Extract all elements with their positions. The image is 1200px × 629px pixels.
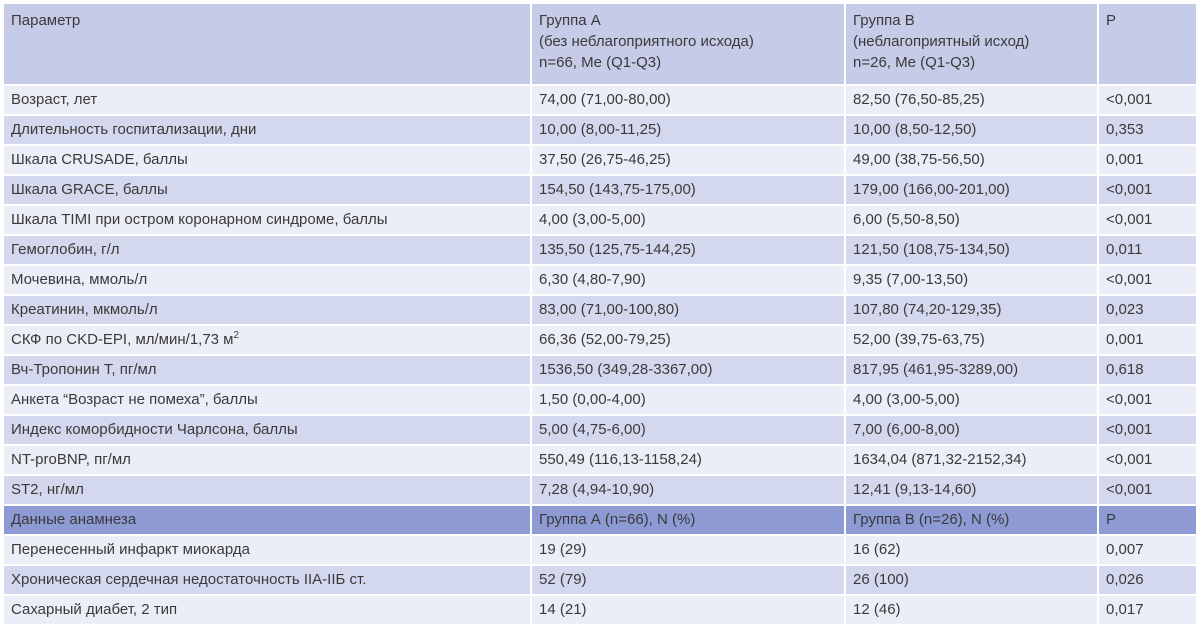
group-a-cell-text: 550,49 (116,13-1158,24) xyxy=(539,451,702,468)
table-row xyxy=(4,86,1196,116)
p-value-cell-text: <0,001 xyxy=(1106,421,1153,438)
table-row xyxy=(4,236,1196,266)
table-row xyxy=(4,476,1196,506)
p-value-cell xyxy=(1099,326,1196,356)
table-row xyxy=(4,266,1196,296)
group-b-cell-text: 179,00 (166,00-201,00) xyxy=(853,181,1010,198)
header-group-a xyxy=(532,4,846,86)
p-value-cell xyxy=(1099,566,1196,596)
param-cell-text: NT-proBNP, пг/мл xyxy=(11,451,131,468)
group-a-cell xyxy=(532,266,846,296)
group-a-cell-text: 52 (79) xyxy=(539,571,587,588)
param-cell-text: СКФ по CKD-EPI, мл/мин/1,73 м xyxy=(11,331,234,348)
group-a-cell-text: 37,50 (26,75-46,25) xyxy=(539,151,671,168)
group-a-cell-text: 74,00 (71,00-80,00) xyxy=(539,91,671,108)
group-a-cell-text: 5,00 (4,75-6,00) xyxy=(539,421,646,438)
group-b-cell-text: 817,95 (461,95-3289,00) xyxy=(853,361,1019,378)
group-b-cell-text: 7,00 (6,00-8,00) xyxy=(853,421,960,438)
table-row xyxy=(4,356,1196,386)
p-value-cell-text: 0,001 xyxy=(1106,331,1144,348)
group-a-cell xyxy=(532,356,846,386)
section-p-value: P xyxy=(1099,506,1196,536)
group-a-cell-text: 154,50 (143,75-175,00) xyxy=(539,181,696,198)
param-cell xyxy=(4,296,532,326)
group-a-cell xyxy=(532,446,846,476)
param-cell xyxy=(4,476,532,506)
p-value-cell-text: 0,011 xyxy=(1106,241,1143,258)
param-cell xyxy=(4,596,532,626)
p-value-cell-text: 0,618 xyxy=(1106,361,1144,378)
section-title: Данные анамнеза xyxy=(4,506,532,536)
group-a-cell xyxy=(532,176,846,206)
param-cell xyxy=(4,386,532,416)
group-a-cell xyxy=(532,536,846,566)
group-b-cell xyxy=(846,296,1099,326)
header-group-b-line1: Группа В xyxy=(853,12,915,29)
group-a-cell-text: 4,00 (3,00-5,00) xyxy=(539,211,646,228)
group-b-cell xyxy=(846,566,1099,596)
p-value-cell xyxy=(1099,596,1196,626)
p-value-cell xyxy=(1099,296,1196,326)
group-b-cell-text: 26 (100) xyxy=(853,571,909,588)
group-a-cell xyxy=(532,236,846,266)
group-a-cell-text: 10,00 (8,00-11,25) xyxy=(539,121,662,138)
group-b-cell xyxy=(846,116,1099,146)
group-b-cell-text: 12 (46) xyxy=(853,601,901,618)
group-b-cell xyxy=(846,326,1099,356)
param-cell-text: Шкала TIMI при остром коронарном синдроме, баллы xyxy=(11,211,388,228)
group-a-cell-text: 66,36 (52,00-79,25) xyxy=(539,331,671,348)
header-group-a-line3: n=66, Me (Q1-Q3) xyxy=(539,54,662,71)
superscript: 2 xyxy=(233,330,240,341)
section-group-b: Группа В (n=26), N (%) xyxy=(846,506,1099,536)
group-b-cell xyxy=(846,356,1099,386)
group-b-cell-text: 16 (62) xyxy=(853,541,901,558)
param-cell xyxy=(4,206,532,236)
param-cell-text: Гемоглобин, г/л xyxy=(11,241,120,258)
param-cell xyxy=(4,566,532,596)
p-value-cell-text: 0,001 xyxy=(1106,151,1144,168)
param-cell xyxy=(4,446,532,476)
param-cell-text: Длительность госпитализации, дни xyxy=(11,121,257,138)
group-b-cell-text: 6,00 (5,50-8,50) xyxy=(853,211,960,228)
group-a-cell xyxy=(532,326,846,356)
group-b-cell xyxy=(846,266,1099,296)
p-value-cell xyxy=(1099,386,1196,416)
group-a-cell-text: 19 (29) xyxy=(539,541,587,558)
group-b-cell xyxy=(846,236,1099,266)
comparison-table xyxy=(4,4,1196,626)
param-cell xyxy=(4,326,532,356)
p-value-cell xyxy=(1099,176,1196,206)
table-row xyxy=(4,416,1196,446)
group-b-cell xyxy=(846,596,1099,626)
p-value-cell-text: 0,353 xyxy=(1106,121,1144,138)
group-a-cell xyxy=(532,386,846,416)
table-row xyxy=(4,446,1196,476)
group-b-cell-text: 4,00 (3,00-5,00) xyxy=(853,391,960,408)
group-b-cell-text: 121,50 (108,75-134,50) xyxy=(853,241,1010,258)
group-a-cell xyxy=(532,116,846,146)
header-group-b-line2: (неблагоприятный исход) xyxy=(853,33,1030,50)
p-value-cell-text: 0,017 xyxy=(1106,601,1144,618)
group-b-cell xyxy=(846,206,1099,236)
param-cell-text: Возраст, лет xyxy=(11,91,98,108)
header-group-a-line2: (без неблагоприятного исхода) xyxy=(539,33,754,50)
group-b-cell xyxy=(846,476,1099,506)
p-value-cell-text: <0,001 xyxy=(1106,211,1153,228)
p-value-cell-text: <0,001 xyxy=(1106,91,1153,108)
param-cell xyxy=(4,356,532,386)
p-value-cell-text: <0,001 xyxy=(1106,391,1153,408)
group-b-cell xyxy=(846,536,1099,566)
group-b-cell-text: 82,50 (76,50-85,25) xyxy=(853,91,985,108)
param-cell xyxy=(4,86,532,116)
group-b-cell-text: 49,00 (38,75-56,50) xyxy=(853,151,985,168)
group-a-cell-text: 7,28 (4,94-10,90) xyxy=(539,481,655,498)
group-b-cell xyxy=(846,86,1099,116)
group-b-cell-text: 12,41 (9,13-14,60) xyxy=(853,481,977,498)
group-a-cell xyxy=(532,206,846,236)
p-value-cell xyxy=(1099,146,1196,176)
param-cell-text: ST2, нг/мл xyxy=(11,481,84,498)
p-value-cell-text: <0,001 xyxy=(1106,271,1153,288)
group-b-cell-text: 52,00 (39,75-63,75) xyxy=(853,331,985,348)
param-cell-text: Анкета “Возраст не помеха”, баллы xyxy=(11,391,258,408)
param-cell xyxy=(4,266,532,296)
param-cell-text: Креатинин, мкмоль/л xyxy=(11,301,158,318)
param-cell-text: Индекс коморбидности Чарлсона, баллы xyxy=(11,421,298,438)
p-value-cell xyxy=(1099,476,1196,506)
p-value-cell-text: 0,026 xyxy=(1106,571,1144,588)
header-group-b xyxy=(846,4,1099,86)
group-a-cell-text: 6,30 (4,80-7,90) xyxy=(539,271,646,288)
p-value-cell xyxy=(1099,236,1196,266)
param-cell-text: Шкала CRUSADE, баллы xyxy=(11,151,188,168)
data-table-container xyxy=(4,4,1196,626)
param-cell-text: Шкала GRACE, баллы xyxy=(11,181,168,198)
group-a-cell xyxy=(532,596,846,626)
p-value-cell-text: 0,007 xyxy=(1106,541,1144,558)
group-a-cell xyxy=(532,566,846,596)
group-a-cell xyxy=(532,146,846,176)
table-row xyxy=(4,596,1196,626)
group-b-cell-text: 107,80 (74,20-129,35) xyxy=(853,301,1002,318)
param-cell-text: Сахарный диабет, 2 тип xyxy=(11,601,178,618)
section-group-a: Группа А (n=66), N (%) xyxy=(532,506,846,536)
group-a-cell-text: 83,00 (71,00-100,80) xyxy=(539,301,680,318)
param-cell xyxy=(4,236,532,266)
table-row xyxy=(4,386,1196,416)
header-group-a-line1: Группа А xyxy=(539,12,601,29)
param-cell-text: Перенесенный инфаркт миокарда xyxy=(11,541,250,558)
param-cell-text: Вч-Тропонин Т, пг/мл xyxy=(11,361,157,378)
table-row xyxy=(4,206,1196,236)
header-group-b-line3: n=26, Me (Q1-Q3) xyxy=(853,54,976,71)
group-b-cell-text: 1634,04 (871,32-2152,34) xyxy=(853,451,1027,468)
param-cell xyxy=(4,536,532,566)
p-value-cell-text: 0,023 xyxy=(1106,301,1144,318)
table-row xyxy=(4,146,1196,176)
table-row xyxy=(4,566,1196,596)
p-value-cell-text: <0,001 xyxy=(1106,451,1153,468)
table-row xyxy=(4,326,1196,356)
param-cell xyxy=(4,116,532,146)
p-value-cell xyxy=(1099,416,1196,446)
p-value-cell xyxy=(1099,206,1196,236)
group-b-cell-text: 9,35 (7,00-13,50) xyxy=(853,271,969,288)
p-value-cell-text: <0,001 xyxy=(1106,181,1153,198)
header-parameter: Параметр xyxy=(4,4,532,86)
table-row xyxy=(4,116,1196,146)
group-b-cell xyxy=(846,386,1099,416)
p-value-cell xyxy=(1099,86,1196,116)
section-header-row xyxy=(4,506,1196,536)
group-b-cell xyxy=(846,146,1099,176)
group-a-cell-text: 135,50 (125,75-144,25) xyxy=(539,241,696,258)
param-cell xyxy=(4,176,532,206)
param-cell xyxy=(4,146,532,176)
group-a-cell xyxy=(532,476,846,506)
param-cell-text: Мочевина, ммоль/л xyxy=(11,271,148,288)
p-value-cell xyxy=(1099,266,1196,296)
p-value-cell-text: <0,001 xyxy=(1106,481,1153,498)
group-a-cell-text: 14 (21) xyxy=(539,601,587,618)
group-a-cell xyxy=(532,416,846,446)
group-b-cell xyxy=(846,446,1099,476)
group-b-cell xyxy=(846,176,1099,206)
group-b-cell xyxy=(846,416,1099,446)
param-cell xyxy=(4,416,532,446)
p-value-cell xyxy=(1099,536,1196,566)
header-row xyxy=(4,4,1196,86)
group-b-cell-text: 10,00 (8,50-12,50) xyxy=(853,121,977,138)
group-a-cell xyxy=(532,86,846,116)
p-value-cell xyxy=(1099,446,1196,476)
group-a-cell-text: 1,50 (0,00-4,00) xyxy=(539,391,646,408)
p-value-cell xyxy=(1099,356,1196,386)
group-a-cell-text: 1536,50 (349,28-3367,00) xyxy=(539,361,713,378)
header-p-value: P xyxy=(1099,4,1196,86)
table-row xyxy=(4,536,1196,566)
group-a-cell xyxy=(532,296,846,326)
p-value-cell xyxy=(1099,116,1196,146)
param-cell-text: Хроническая сердечная недостаточность IIA-IIБ ст. xyxy=(11,571,367,588)
table-row xyxy=(4,296,1196,326)
table-row xyxy=(4,176,1196,206)
